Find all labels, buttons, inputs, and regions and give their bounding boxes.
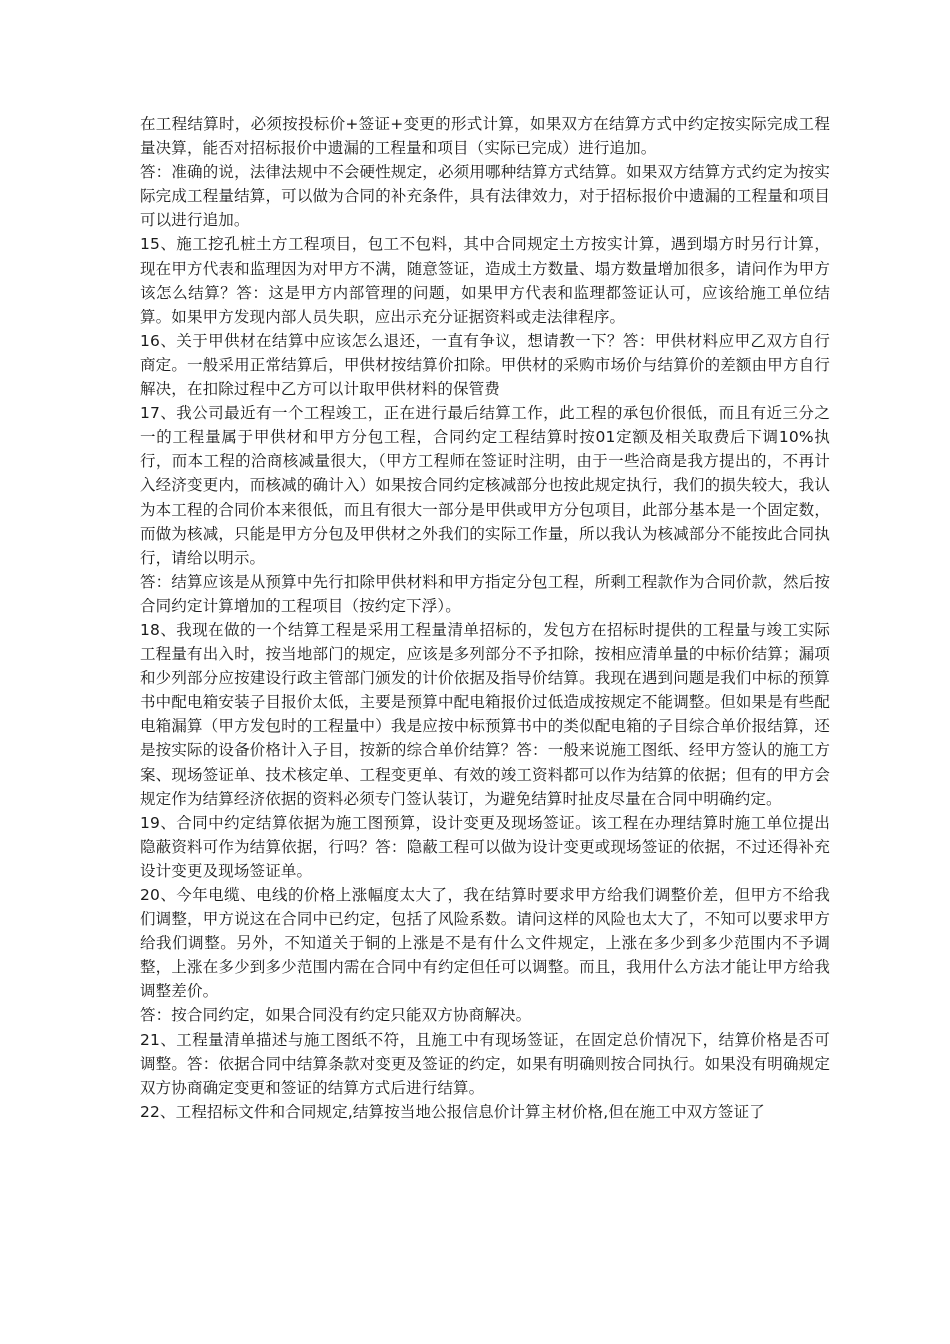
- paragraph-q22: 22、工程招标文件和合同规定,结算按当地公报信息价计算主材价格,但在施工中双方签证了: [140, 1102, 765, 1121]
- paragraph-intro-answer: 答：准确的说，法律法规中不会硬性规定，必须用哪种结算方式结算。如果双方结算方式约定为按实际完成工程量结算，可以做为合同的补充条件，具有法律效力，对于招标报价中遗漏的工程量和项目可以进行追加。: [140, 163, 830, 230]
- paragraph-q17-answer: 答：结算应该是从预算中先行扣除甲供材料和甲方指定分包工程，所剩工程款作为合同价款，然后按合同约定计算增加的工程项目（按约定下浮）。: [140, 572, 830, 615]
- paragraph-q16: 16、关于甲供材在结算中应该怎么退还，一直有争议，想请教一下？答：甲供材料应甲乙双方自行商定。一般采用正常结算后，甲供材按结算价扣除。甲供材的采购市场价与结算价的差额由甲方自行解决，在扣除过程中乙方可以计取甲供材料的保管费: [140, 331, 830, 399]
- paragraph-intro-question: 在工程结算时，必须按投标价+签证+变更的形式计算，如果双方在结算方式中约定按实际完成工程量决算，能否对招标报价中遗漏的工程量和项目（实际已完成）进行追加。: [140, 115, 830, 158]
- paragraph-q18: 18、我现在做的一个结算工程是采用工程量清单招标的，发包方在招标时提供的工程量与竣工实际工程量有出入时，按当地部门的规定，应该是多列部分不予扣除，按相应清单量的中标价结算；漏项和少列部分应按建设行政主管部门颁发的计价依据及指导价结算。我现在遇到问题是我们中标的预算书中配电箱安装子目报价太低，主要是预算中配电箱报价过低造成按规定不能调整。但如果是有些配电箱漏算（甲方发包时的工程量中）我是应按中标预算书中的类似配电箱的子目综合单价报结算，还是按实际的设备价格计入子目，按新的综合单价结算？答：一般来说施工图纸、经甲方签认的施工方案、现场签证单、技术核定单、工程变更单、有效的竣工资料都可以作为结算的依据；但有的甲方会规定作为结算经济依据的资料必须专门签认装订，为避免结算时扯皮尽量在合同中明确约定。: [140, 620, 830, 808]
- paragraph-q20-answer: 答：按合同约定，如果合同没有约定只能双方协商解决。: [140, 1006, 532, 1025]
- paragraph-q21: 21、工程量清单描述与施工图纸不符，且施工中有现场签证，在固定总价情况下，结算价格是否可调整。答：依据合同中结算条款对变更及签证的约定，如果有明确则按合同执行。如果没有明确规定双方协商确定变更和签证的结算方式后进行结算。: [140, 1030, 830, 1097]
- paragraph-q19: 19、合同中约定结算依据为施工图预算，设计变更及现场签证。该工程在办理结算时施工单位提出隐蔽资料可作为结算依据，行吗？答：隐蔽工程可以做为设计变更或现场签证的依据，不过还得补充设计变更及现场签证单。: [140, 813, 830, 880]
- document-body: [140, 112, 830, 1124]
- paragraph-q17: 17、我公司最近有一个工程竣工，正在进行最后结算工作，此工程的承包价很低，而且有近三分之一的工程量属于甲供材和甲方分包工程，合同约定工程结算时按01定额及相关取费后下调10%执行，而本工程的洽商核减量很大，（甲方工程师在签证时注明，由于一些洽商是我方提出的，不再计入经济变更内，而核减的确计入）如果按合同约定核减部分也按此规定执行，我们的损失较大，我认为本工程的合同价本来很低，而且有很大一部分是甲供或甲方分包项目，此部分基本是一个固定数，而做为核减，只能是甲方分包及甲供材之外我们的实际工作量，所以我认为核减部分不能按此合同执行，请给以明示。: [140, 404, 830, 567]
- paragraph-q15: 15、施工挖孔桩土方工程项目，包工不包料，其中合同规定土方按实计算，遇到塌方时另行计算，现在甲方代表和监理因为对甲方不满，随意签证，造成土方数量、塌方数量增加很多，请问作为甲方该怎么结算？答：这是甲方内部管理的问题，如果甲方代表和监理都签证认可，应该给施工单位结算。如果甲方发现内部人员失职，应出示充分证据资料或走法律程序。: [140, 235, 830, 326]
- paragraph-q20: 20、今年电缆、电线的价格上涨幅度太大了，我在结算时要求甲方给我们调整价差，但甲方不给我们调整，甲方说这在合同中已约定，包括了风险系数。请问这样的风险也太大了，不知可以要求甲方给我们调整。另外，不知道关于铜的上涨是不是有什么文件规定，上涨在多少到多少范围内不予调整，上涨在多少到多少范围内需在合同中有约定但任可以调整。而且，我用什么方法才能让甲方给我调整差价。: [140, 886, 830, 1001]
